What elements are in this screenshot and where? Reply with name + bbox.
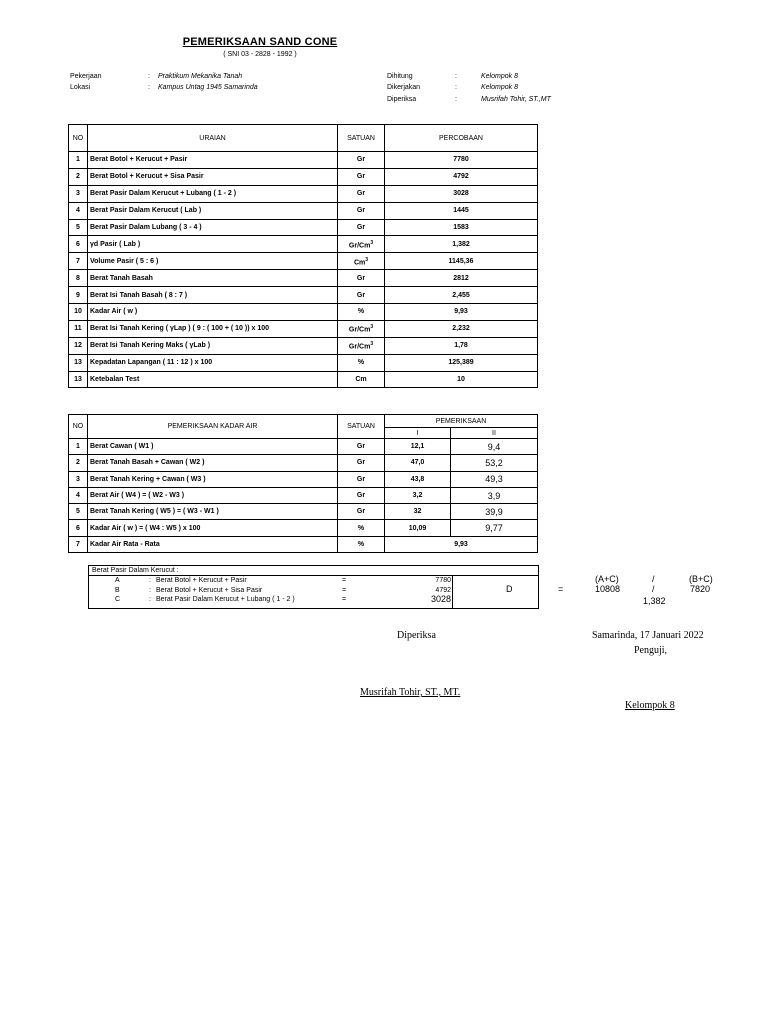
- table-row: [69, 487, 538, 503]
- info-key: Dikerjakan: [387, 84, 421, 91]
- row-satuan: %: [338, 520, 385, 536]
- row-no: 6: [69, 236, 88, 253]
- box-row-desc: Berat Pasir Dalam Kerucut + Lubang ( 1 - 2 ): [156, 596, 295, 603]
- row-percobaan: 9,93: [385, 304, 538, 321]
- row-satuan: [338, 371, 385, 388]
- row-satuan: Gr: [338, 439, 385, 455]
- row-percobaan: 2,232: [385, 320, 538, 337]
- box-row-desc: Berat Botol + Kerucut + Pasir: [156, 577, 247, 584]
- row-percobaan: 3028: [385, 185, 538, 202]
- row-value-ii: 9,4: [451, 439, 538, 455]
- table-row: [69, 439, 538, 455]
- info-value: Kelompok 8: [481, 84, 518, 91]
- box-title: Berat Pasir Dalam Kerucut :: [92, 567, 179, 574]
- row-no: 4: [69, 202, 88, 219]
- unit-text: Gr: [356, 190, 366, 198]
- berat-pasir-box: [88, 565, 713, 609]
- row-satuan: %: [338, 536, 385, 552]
- row-uraian: γd Pasir ( Lab ): [88, 236, 338, 253]
- info-value: Kelompok 8: [481, 73, 518, 80]
- unit-text: Gr/Cm: [348, 242, 371, 250]
- row-satuan: [338, 253, 385, 270]
- box-row-value: 7780: [435, 577, 451, 584]
- row-percobaan: 125,389: [385, 354, 538, 371]
- row-no: 2: [69, 168, 88, 185]
- formula-ac-value: 10808: [595, 584, 621, 594]
- row-no: 4: [69, 487, 88, 503]
- row-uraian: Volume Pasir ( 5 : 6 ): [88, 253, 338, 270]
- unit-superscript: 3: [370, 341, 374, 348]
- row-value-ii: 39,9: [451, 504, 538, 520]
- signature-left-name: Musrifah Tohir, ST., MT.: [360, 687, 461, 698]
- unit-text: %: [357, 308, 365, 316]
- row-value-ii: 49,3: [451, 471, 538, 487]
- header-no: NO: [69, 125, 88, 152]
- box-row-eq: =: [342, 596, 347, 603]
- table-row: [69, 270, 538, 287]
- row-uraian: Berat Tanah Basah: [88, 270, 338, 287]
- row-satuan: [338, 185, 385, 202]
- info-left: [70, 71, 258, 93]
- table-row: [69, 504, 538, 520]
- box-row-colon: :: [149, 586, 151, 594]
- row-percobaan: 1583: [385, 219, 538, 236]
- row-uraian: Berat Pasir Dalam Kerucut ( Lab ): [88, 202, 338, 219]
- unit-text: Gr/Cm: [348, 343, 371, 351]
- row-no: 7: [69, 536, 88, 552]
- table-row: [69, 471, 538, 487]
- table-row: [69, 536, 538, 552]
- page-title: [0, 36, 520, 48]
- box-divider: [452, 575, 453, 608]
- formula-d: D: [506, 584, 513, 594]
- row-satuan: [338, 354, 385, 371]
- unit-text: Gr: [356, 156, 366, 164]
- header-satuan: SATUAN: [338, 415, 385, 439]
- table-row: [69, 152, 538, 169]
- unit-text: Gr: [356, 224, 366, 231]
- header-no: NO: [69, 415, 88, 439]
- box-row-colon: :: [149, 577, 151, 584]
- row-satuan: [338, 219, 385, 236]
- row-no: 13: [69, 371, 88, 388]
- table-header-row: [69, 125, 538, 152]
- row-no: 12: [69, 337, 88, 354]
- info-key: Diperiksa: [387, 96, 417, 103]
- info-row: [387, 94, 551, 105]
- table-row: [69, 520, 538, 536]
- info-row: [70, 82, 258, 93]
- row-no: 8: [69, 270, 88, 287]
- row-no: 2: [69, 455, 88, 471]
- row-uraian: Berat Cawan ( W1 ): [88, 439, 338, 455]
- row-uraian: Berat Botol + Kerucut + Sisa Pasir: [88, 168, 338, 185]
- unit-text: Gr: [356, 207, 366, 215]
- table-row: [69, 287, 538, 304]
- row-uraian: Kadar Air Rata - Rata: [88, 536, 338, 552]
- row-satuan: [338, 304, 385, 321]
- row-uraian: Berat Tanah Kering + Cawan ( W3 ): [88, 471, 338, 487]
- box-row-value: 3028: [430, 594, 451, 604]
- signature-right-label: Penguji,: [634, 645, 668, 656]
- row-satuan: [338, 202, 385, 219]
- table-row: [69, 202, 538, 219]
- table-body: [69, 152, 538, 388]
- row-uraian: Berat Isi Tanah Kering ( γLap ) ( 9 : ( 100 + ( 10 )) x 100: [88, 320, 338, 337]
- row-uraian: Kadar Air ( w ) = ( W4 : W5 ) x 100: [88, 520, 338, 536]
- row-satuan: [338, 152, 385, 169]
- row-uraian: Berat Air ( W4 ) = ( W2 - W3 ): [88, 487, 338, 503]
- unit-text: Gr: [356, 291, 366, 299]
- unit-text: %: [357, 359, 365, 367]
- row-percobaan: 2812: [385, 270, 538, 287]
- row-no: 1: [69, 152, 88, 169]
- table-row: [69, 236, 538, 253]
- row-no: 11: [69, 320, 88, 337]
- table-body: [69, 439, 538, 553]
- row-value-ii: 53,2: [451, 455, 538, 471]
- sand-cone-table: [68, 124, 538, 388]
- row-no: 5: [69, 219, 88, 236]
- row-uraian: Kadar Air ( w ): [88, 304, 338, 321]
- info-colon: :: [455, 96, 457, 103]
- formula-eq: =: [558, 584, 564, 594]
- signature-left-label: Diperiksa: [397, 630, 436, 641]
- row-uraian: Berat Pasir Dalam Lubang ( 3 - 4 ): [88, 219, 338, 236]
- table-row: [69, 219, 538, 236]
- box-row-colon: :: [149, 596, 151, 603]
- row-no: 5: [69, 504, 88, 520]
- header-i: I: [385, 428, 451, 439]
- unit-text: Cm: [353, 258, 366, 266]
- row-uraian: Berat Botol + Kerucut + Pasir: [88, 152, 338, 169]
- info-colon: :: [455, 73, 457, 80]
- row-satuan: Gr: [338, 504, 385, 520]
- signature-date: Samarinda, 17 Januari 2022: [592, 630, 704, 641]
- table-row: [69, 455, 538, 471]
- row-satuan: [338, 168, 385, 185]
- row-satuan: Gr: [338, 487, 385, 503]
- formula-slash: /: [652, 584, 655, 594]
- box-row-letter: C: [115, 596, 121, 603]
- row-satuan: [338, 270, 385, 287]
- row-percobaan: 1,78: [385, 337, 538, 354]
- unit-text: Gr: [356, 274, 366, 282]
- formula-slash: /: [652, 574, 655, 584]
- row-value-ii: 3,9: [451, 487, 538, 503]
- header-uraian: URAIAN: [88, 125, 338, 152]
- kadar-air-table: [68, 414, 538, 553]
- box-row-letter: A: [115, 577, 120, 584]
- unit-superscript: 3: [370, 239, 374, 246]
- row-uraian: Berat Tanah Kering ( W5 ) = ( W3 - W1 ): [88, 504, 338, 520]
- row-satuan: [338, 337, 385, 354]
- formula-result: 1,382: [643, 596, 666, 606]
- row-percobaan: 10: [385, 371, 538, 388]
- row-no: 9: [69, 287, 88, 304]
- row-no: 10: [69, 304, 88, 321]
- row-value-ii: 9,77: [451, 520, 538, 536]
- row-satuan: [338, 287, 385, 304]
- info-row: [387, 82, 551, 93]
- info-value: Praktikum Mekanika Tanah: [158, 73, 243, 80]
- row-percobaan: 1145,36: [385, 253, 538, 270]
- info-row: [70, 71, 258, 82]
- formula-bc-value: 7820: [690, 584, 711, 594]
- box-row-eq: =: [342, 577, 347, 584]
- info-row: [387, 71, 551, 82]
- formula-ac-label: (A+C): [595, 574, 619, 584]
- row-value-i: 3,2: [385, 487, 451, 503]
- table-row: [69, 185, 538, 202]
- row-uraian: Berat Isi Tanah Kering Maks ( γLab ): [88, 337, 338, 354]
- row-satuan: [338, 320, 385, 337]
- row-value-i: 43,8: [385, 471, 451, 487]
- row-no: 6: [69, 520, 88, 536]
- row-percobaan: 2,455: [385, 287, 538, 304]
- row-percobaan: 4792: [385, 168, 538, 185]
- row-no: 3: [69, 185, 88, 202]
- formula-bc-label: (B+C): [689, 574, 713, 584]
- row-uraian: Ketebalan Test: [88, 371, 338, 388]
- row-percobaan: 1445: [385, 202, 538, 219]
- row-value-i: 12,1: [385, 439, 451, 455]
- row-percobaan: 7780: [385, 152, 538, 169]
- row-uraian: Berat Isi Tanah Basah ( 8 : 7 ): [88, 287, 338, 304]
- row-no: 7: [69, 253, 88, 270]
- unit-text: Gr: [356, 173, 366, 181]
- row-value-i: 32: [385, 504, 451, 520]
- row-no: 13: [69, 354, 88, 371]
- table-row: [69, 320, 538, 337]
- table-row: [69, 371, 538, 388]
- signature-right-name: Kelompok 8: [625, 700, 675, 711]
- row-percobaan: 1,382: [385, 236, 538, 253]
- table-row: [69, 253, 538, 270]
- header-satuan: SATUAN: [338, 125, 385, 152]
- box-row-letter: B: [115, 586, 120, 594]
- row-average: 9,93: [385, 536, 538, 552]
- header-percobaan: PERCOBAAN: [385, 125, 538, 152]
- row-no: 1: [69, 439, 88, 455]
- box-row-desc: Berat Botol + Kerucut + Sisa Pasir: [156, 586, 263, 594]
- info-right: [387, 71, 551, 105]
- unit-superscript: 3: [365, 256, 369, 263]
- info-colon: :: [148, 84, 150, 91]
- header-ii: II: [451, 428, 538, 439]
- table-row: [69, 304, 538, 321]
- info-key: Lokasi: [70, 84, 91, 91]
- row-uraian: Berat Pasir Dalam Kerucut + Lubang ( 1 - 2 ): [88, 185, 338, 202]
- table-row: [69, 168, 538, 185]
- row-value-i: 10,09: [385, 520, 451, 536]
- table-header-row: [69, 415, 538, 428]
- row-value-i: 47,0: [385, 455, 451, 471]
- row-uraian: Kepadatan Lapangan ( 11 : 12 ) x 100: [88, 354, 338, 371]
- row-satuan: Gr: [338, 455, 385, 471]
- info-colon: :: [455, 84, 457, 91]
- row-satuan: [338, 236, 385, 253]
- info-key: Pekerjaan: [70, 73, 102, 80]
- row-uraian: Berat Tanah Basah + Cawan ( W2 ): [88, 455, 338, 471]
- page-subtitle: ( SNI 03 - 2828 - 1992 ): [223, 51, 297, 58]
- row-satuan: Gr: [338, 471, 385, 487]
- row-no: 3: [69, 471, 88, 487]
- header-pemeriksaan: PEMERIKSAAN: [385, 415, 538, 428]
- unit-text: Cm: [355, 376, 367, 384]
- table-row: [69, 354, 538, 371]
- box-row-eq: =: [342, 586, 347, 594]
- info-value: Musrifah Tohir, ST.,MT: [481, 96, 551, 103]
- unit-text: Gr/Cm: [348, 326, 371, 334]
- info-key: Dihitung: [387, 73, 413, 80]
- header-uraian: PEMERIKSAAN KADAR AIR: [88, 415, 338, 439]
- table-row: [69, 337, 538, 354]
- box-row-value: 4792: [435, 586, 451, 594]
- page-title-text: PEMERIKSAAN SAND CONE: [182, 36, 338, 48]
- info-colon: :: [148, 73, 150, 80]
- unit-superscript: 3: [370, 324, 374, 331]
- info-value: Kampus Untag 1945 Samarinda: [158, 84, 258, 91]
